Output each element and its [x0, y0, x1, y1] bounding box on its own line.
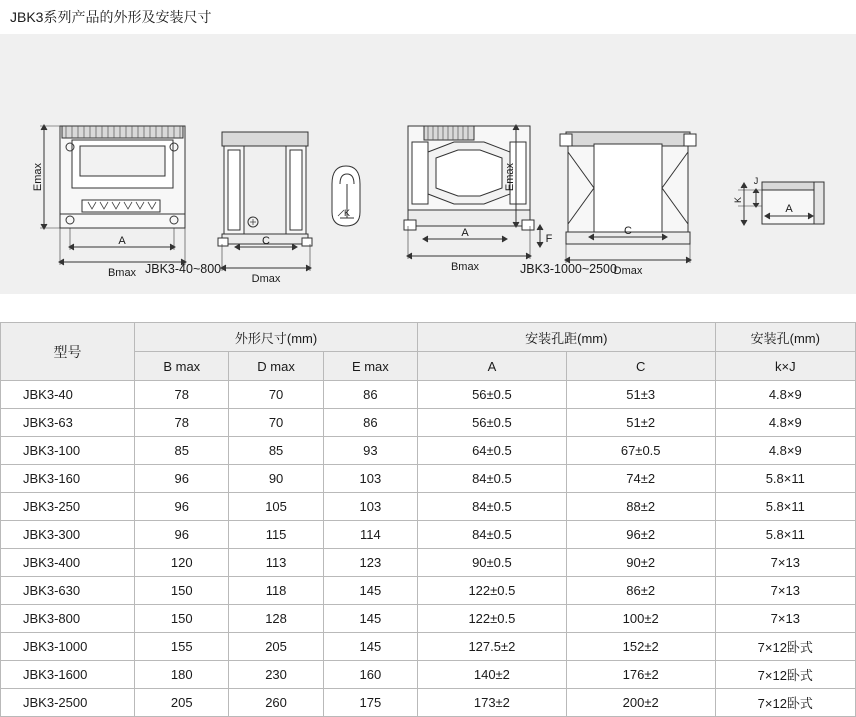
- cell-c: 200±2: [566, 689, 715, 717]
- cell-a: 56±0.5: [418, 381, 567, 409]
- cell-a: 84±0.5: [418, 465, 567, 493]
- cell-dmax: 113: [229, 549, 323, 577]
- cell-bmax: 150: [135, 605, 229, 633]
- cell-bmax: 180: [135, 661, 229, 689]
- label-c-left: C: [262, 235, 270, 247]
- table-row: [1, 605, 856, 633]
- table-row: [1, 493, 856, 521]
- page-title: JBK3系列产品的外形及安装尺寸: [10, 9, 212, 25]
- cell-c: 176±2: [566, 661, 715, 689]
- label-k-detail-left: K: [343, 208, 351, 218]
- cell-bmax: 96: [135, 521, 229, 549]
- col-subheader-c: C: [566, 352, 715, 381]
- cell-emax: 145: [323, 577, 417, 605]
- cell-kj: 4.8×9: [715, 437, 855, 465]
- cell-bmax: 78: [135, 381, 229, 409]
- cell-model: JBK3-63: [1, 409, 135, 437]
- cell-a: 173±2: [418, 689, 567, 717]
- cell-emax: 103: [323, 493, 417, 521]
- cell-emax: 103: [323, 465, 417, 493]
- cell-model: JBK3-400: [1, 549, 135, 577]
- cell-emax: 114: [323, 521, 417, 549]
- cell-model: JBK3-630: [1, 577, 135, 605]
- cell-c: 90±2: [566, 549, 715, 577]
- col-subheader-kj: k×J: [715, 352, 855, 381]
- cell-a: 127.5±2: [418, 633, 567, 661]
- cell-dmax: 115: [229, 521, 323, 549]
- cell-a: 84±0.5: [418, 521, 567, 549]
- cell-emax: 145: [323, 605, 417, 633]
- cell-model: JBK3-40: [1, 381, 135, 409]
- cell-model: JBK3-2500: [1, 689, 135, 717]
- cell-bmax: 96: [135, 493, 229, 521]
- col-subheader-a: A: [418, 352, 567, 381]
- cell-kj: 5.8×11: [715, 465, 855, 493]
- cell-bmax: 96: [135, 465, 229, 493]
- cell-dmax: 105: [229, 493, 323, 521]
- label-dmax-right: Dmax: [613, 265, 643, 277]
- label-f-right: F: [545, 233, 553, 245]
- label-a-detail: A: [785, 203, 793, 215]
- cell-model: JBK3-160: [1, 465, 135, 493]
- cell-model: JBK3-800: [1, 605, 135, 633]
- cell-c: 86±2: [566, 577, 715, 605]
- cell-c: 88±2: [566, 493, 715, 521]
- col-header-outer-dims: 外形尺寸(mm): [135, 323, 418, 352]
- table-row: [1, 409, 856, 437]
- table-row: [1, 437, 856, 465]
- col-subheader-bmax: B max: [135, 352, 229, 381]
- label-c-right: C: [624, 225, 632, 237]
- specification-table: [0, 322, 856, 717]
- cell-emax: 86: [323, 409, 417, 437]
- cell-kj: 7×12卧式: [715, 633, 855, 661]
- cell-kj: 7×13: [715, 549, 855, 577]
- cell-a: 122±0.5: [418, 577, 567, 605]
- cell-dmax: 205: [229, 633, 323, 661]
- cell-c: 100±2: [566, 605, 715, 633]
- cell-model: JBK3-250: [1, 493, 135, 521]
- cell-c: 67±0.5: [566, 437, 715, 465]
- label-bmax-left: Bmax: [107, 267, 137, 279]
- cell-dmax: 128: [229, 605, 323, 633]
- cell-emax: 123: [323, 549, 417, 577]
- cell-bmax: 85: [135, 437, 229, 465]
- cell-model: JBK3-300: [1, 521, 135, 549]
- cell-a: 84±0.5: [418, 493, 567, 521]
- cell-kj: 7×13: [715, 605, 855, 633]
- cell-dmax: 118: [229, 577, 323, 605]
- col-header-model: 型号: [1, 323, 135, 381]
- table-row: [1, 577, 856, 605]
- cell-emax: 145: [323, 633, 417, 661]
- cell-emax: 175: [323, 689, 417, 717]
- table-row: [1, 381, 856, 409]
- cell-emax: 93: [323, 437, 417, 465]
- cell-kj: 4.8×9: [715, 409, 855, 437]
- cell-a: 64±0.5: [418, 437, 567, 465]
- cell-dmax: 260: [229, 689, 323, 717]
- cell-bmax: 155: [135, 633, 229, 661]
- cell-c: 152±2: [566, 633, 715, 661]
- label-a-right: A: [461, 227, 469, 239]
- cell-kj: 4.8×9: [715, 381, 855, 409]
- col-subheader-emax: E max: [323, 352, 417, 381]
- page-title-bar: [0, 0, 856, 34]
- label-j-detail: J: [753, 176, 759, 186]
- cell-kj: 7×13: [715, 577, 855, 605]
- cell-model: JBK3-1000: [1, 633, 135, 661]
- cell-bmax: 120: [135, 549, 229, 577]
- cell-a: 122±0.5: [418, 605, 567, 633]
- cell-emax: 86: [323, 381, 417, 409]
- label-emax-left: Emax: [32, 162, 44, 192]
- cell-c: 51±3: [566, 381, 715, 409]
- cell-kj: 5.8×11: [715, 493, 855, 521]
- cell-emax: 160: [323, 661, 417, 689]
- label-dmax-left: Dmax: [251, 273, 281, 285]
- table-row: [1, 521, 856, 549]
- label-a-left: A: [118, 235, 126, 247]
- label-emax-right: Emax: [504, 162, 516, 192]
- section-spacer: [0, 294, 856, 322]
- cell-bmax: 150: [135, 577, 229, 605]
- cell-dmax: 230: [229, 661, 323, 689]
- cell-a: 140±2: [418, 661, 567, 689]
- cell-model: JBK3-100: [1, 437, 135, 465]
- col-subheader-dmax: D max: [229, 352, 323, 381]
- table-header-group-row: [1, 323, 856, 352]
- col-header-hole-size: 安装孔(mm): [715, 323, 855, 352]
- label-k-detail: K: [733, 196, 743, 204]
- cell-dmax: 70: [229, 409, 323, 437]
- cell-a: 56±0.5: [418, 409, 567, 437]
- cell-c: 96±2: [566, 521, 715, 549]
- cell-dmax: 85: [229, 437, 323, 465]
- cell-kj: 7×12卧式: [715, 661, 855, 689]
- cell-a: 90±0.5: [418, 549, 567, 577]
- cell-kj: 5.8×11: [715, 521, 855, 549]
- cell-dmax: 70: [229, 381, 323, 409]
- cell-bmax: 78: [135, 409, 229, 437]
- figure-panel: [0, 34, 856, 294]
- table-row: [1, 633, 856, 661]
- dimension-drawings: [0, 34, 856, 294]
- cell-dmax: 90: [229, 465, 323, 493]
- table-row: [1, 549, 856, 577]
- cell-bmax: 205: [135, 689, 229, 717]
- cell-model: JBK3-1600: [1, 661, 135, 689]
- col-header-hole-spacing: 安装孔距(mm): [418, 323, 716, 352]
- cell-c: 51±2: [566, 409, 715, 437]
- cell-kj: 7×12卧式: [715, 689, 855, 717]
- table-row: [1, 465, 856, 493]
- table-row: [1, 661, 856, 689]
- figure-caption-right: JBK3-1000~2500: [520, 262, 617, 276]
- cell-c: 74±2: [566, 465, 715, 493]
- figure-caption-left: JBK3-40~800: [145, 262, 222, 276]
- label-bmax-right: Bmax: [450, 261, 480, 273]
